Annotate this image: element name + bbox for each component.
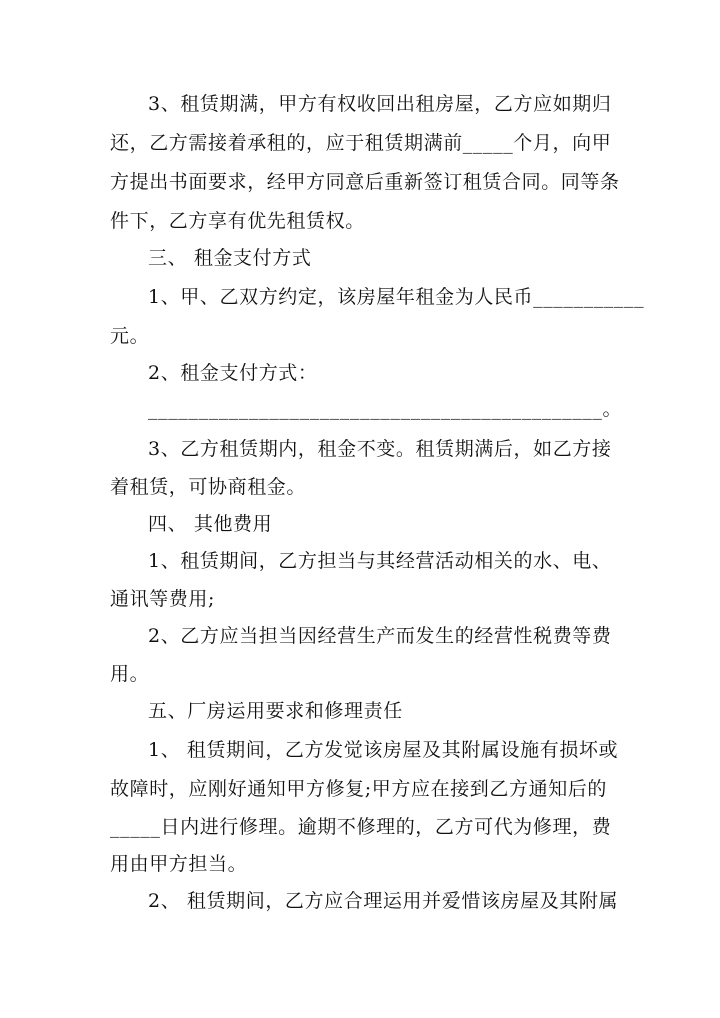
paragraph-line: 故障时，应刚好通知甲方修复;甲方应在接到乙方通知后的 — [110, 778, 608, 800]
paragraph-line: 还，乙方需接着承租的，应于租赁期满前_____个月，向甲 — [110, 132, 612, 154]
paragraph-line: 用。 — [110, 663, 150, 685]
paragraph-line: 2、 租赁期间，乙方应合理运用并爱惜该房屋及其附属 — [148, 890, 619, 912]
paragraph-line: 通讯等费用; — [110, 588, 216, 610]
section-heading: 五、厂房运用要求和修理责任 — [148, 700, 403, 722]
section-heading: 四、 其他费用 — [148, 513, 273, 535]
paragraph-line: 件下，乙方享有优先租赁权。 — [110, 210, 365, 232]
paragraph-line: 方提出书面要求，经甲方同意后重新签订租赁合同。同等条 — [110, 171, 620, 193]
paragraph-line: 3、乙方租赁期内，租金不变。租赁期满后，如乙方接 — [148, 438, 612, 460]
paragraph-line: 2、乙方应当担当因经营生产而发生的经营性税费等费 — [148, 625, 612, 647]
paragraph-line: 2、租金支付方式： — [148, 362, 318, 384]
paragraph-line: 元。 — [110, 325, 150, 347]
section-heading: 三、 租金支付方式 — [148, 247, 312, 269]
paragraph-line: 1、 租赁期间，乙方发觉该房屋及其附属设施有损坏或 — [148, 739, 619, 761]
paragraph-line: _____日内进行修理。逾期不修理的，乙方可代为修理，费 — [110, 816, 612, 838]
paragraph-line: 用由甲方担当。 — [110, 853, 248, 875]
paragraph-line: 着租赁，可协商租金。 — [110, 476, 307, 498]
paragraph-line: 3、租赁期满，甲方有权收回出租房屋，乙方应如期归 — [148, 93, 612, 115]
paragraph-line: 1、租赁期间，乙方担当与其经营活动相关的水、电、 — [148, 550, 612, 572]
paragraph-line: 1、甲、乙双方约定，该房屋年租金为人民币___________ — [148, 286, 645, 308]
fill-in-blank-line: _____________________________________________。 — [148, 398, 623, 420]
